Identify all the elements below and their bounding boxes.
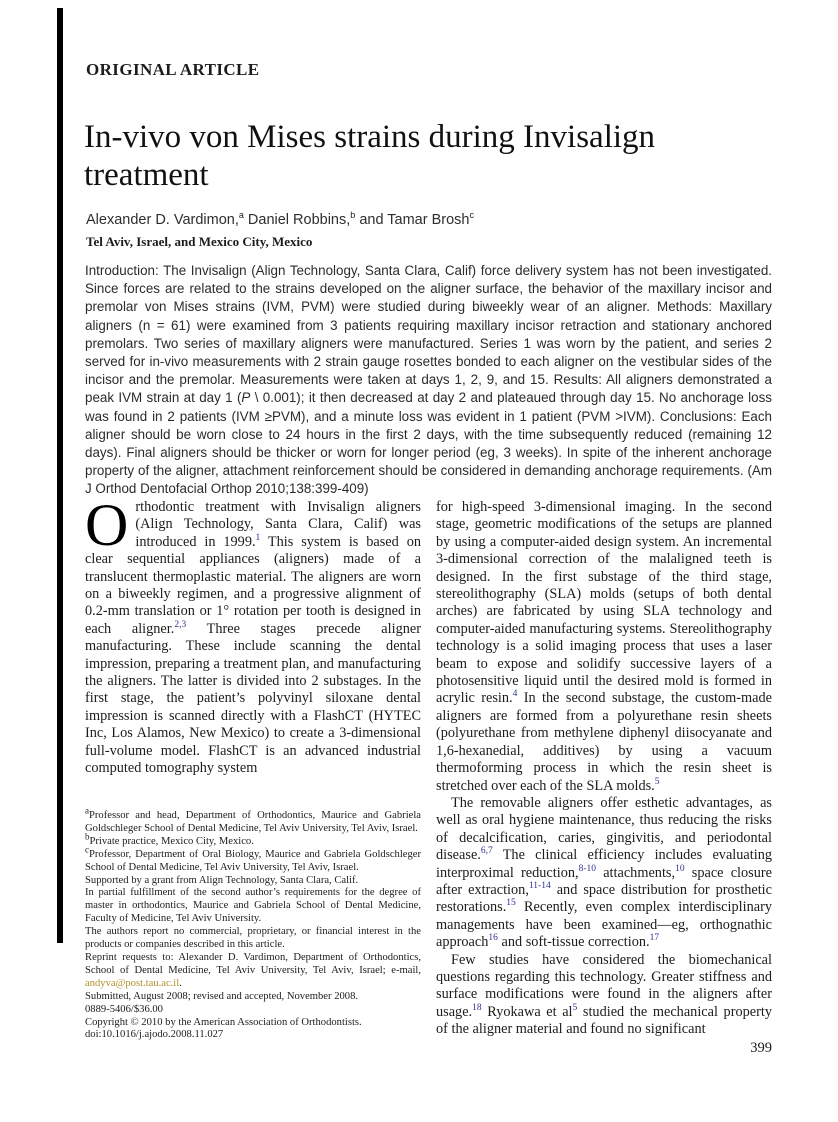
reference-superscript: 17	[649, 933, 660, 944]
email-link[interactable]: andyva@post.tau.ac.il	[85, 977, 180, 989]
affiliation-line: Tel Aviv, Israel, and Mexico City, Mexico	[86, 234, 313, 249]
body-paragraph: Few studies have considered the biomechanical questions regarding this technology. Greater stiffness and surface modifications were found in the aligners after usage.$^{18}$ Ryokawa et al$^5$ studied the mechanical property of the aligner material and found no significant	[436, 951, 772, 1038]
body-paragraph: The removable aligners offer esthetic advantages, as well as oral hygiene maintenance, thus reducing the risks of decalcification, caries, gingivitis, and periodontal disease.$^{6,7}$ The clinical efficiency includes evaluating interproximal reduction,$^{8-10}$ attachments,$^{10}$ space closure after extraction,$^{11-14}$ and space distribution for prosthetic restorations.$^{15}$ Recently, even complex interdisciplinary managements have been examined—eg, orthognathic approach$^{16}$ and soft-tissue correction.$^{17}$	[436, 794, 772, 951]
reference-superscript: 16	[488, 933, 498, 944]
body-paragraph: for high-speed 3-dimensional imaging. In the second stage, geometric modifications of the setups are planned by using a computer-aided design system. An incremental 3-dimensional correction of the malaligned teeth is designed. In the first substage of the third stage, stereolithography (SLA) molds (setups of both dental arches) are fabricated by using SLA technology and computer-aided manufacturing systems. Stereolithography technology is a solid imaging process that uses a laser beam to expose and solidify successive layers of a photosensitive liquid until the desired mold is formed in acrylic resin.$^4$ In the second substage, the custom-made aligners are formed from a polyurethane resin sheets (polyurethane from methylene diphenyl diisocyanate and 1,6-hexanedial, additives) by using a vacuum thermoforming process in which the resin sheet is stretched over each of the SLA molds.$^5$	[436, 499, 772, 794]
authors-line: Alexander D. Vardimon,$^a$ Daniel Robbins,$^b$ and Tamar Brosh$^c$	[86, 210, 474, 228]
drop-cap: O	[85, 492, 129, 558]
page-number: 399	[750, 1040, 772, 1056]
reference-superscript: 11-14	[528, 881, 551, 892]
footnote-marker: b	[350, 210, 356, 221]
footnote: Submitted, August 2008; revised and accepted, November 2008.	[85, 990, 359, 1002]
footnote: The authors report no commercial, proprietary, or financial interest in the products or companies described in this article.	[85, 926, 421, 951]
footnote: doi:10.1016/j.ajodo.2008.11.027	[85, 1029, 224, 1041]
footnote: $^a$Professor and head, Department of Orthodontics, Maurice and Gabriela Goldschleger School of Dental Medicine, Tel Aviv University, Tel Aviv, Israel.	[85, 805, 421, 834]
reference-superscript: 5	[654, 776, 660, 787]
footnote-marker: c	[469, 210, 474, 221]
footnote-marker: b	[85, 831, 90, 842]
abstract-paragraph: Introduction: The Invisalign (Align Technology, Santa Clara, Calif) force delivery system has not been investigated. Since forces are related to the strains developed on the aligner surface, the behavior of the maxillary incisor and premolar von Mises strains (IVM, PVM) were studied during biweekly wear of an aligner. Methods: Maxillary aligners (n = 61) were examined from 3 patients requiring maxillary incisor retraction and stationary anchored premolars. Two series of maxillary aligners were manufactured. Series 1 was worn by the patient, and series 2 served for in-vivo measurements with 2 strain gauge rosettes bonded to each aligner on the vestibular sides of the incisor and the premolar. Measurements were taken at days 1, 2, 9, and 15. Results: All aligners demonstrated a peak IVM strain at day 1 (P \ 0.001); it then decreased at day 2 and plateaued through day 15. No anchorage loss was found in 2 patients (IVM ≥PVM), and a minute loss was evident in 1 patient (PVM >IVM). Conclusions: Each aligner should be worn close to 24 hours in the first 2 days, with the time subsequently reduced (remaining 12 days). Final aligners should be thicker or worn for longer period (eg, 3 weeks). In spite of the inherent anchorage property of the aligner, attachment reinforcement should be considered in demanding anchorage requirements. (Am J Orthod Dentofacial Orthop 2010;138:399-409)	[85, 263, 772, 497]
footnote-marker: a	[85, 805, 89, 816]
footnote: Copyright © 2010 by the American Association of Orthodontists.	[85, 1016, 362, 1028]
reference-superscript: 8-10	[578, 863, 596, 874]
footnote-marker: a	[238, 210, 244, 221]
body-paragraph: Orthodontic treatment with Invisalign aligners (Align Technology, Santa Clara, Calif) was introduced in 1999.$^1$ This system is based on clear sequential appliances (aligners) made of a translucent thermoplastic material. The aligners are worn on a biweekly regimen, and a progressive alignment of 0.2-mm translation or 1° rotation per tooth is designed in each aligner.$^{2,3}$ Three stages precede aligner manufacturing. These include scanning the dental impression, preparing a treatment plan, and manufacturing the aligners. The latter is divided into 2 substages. In the first stage, the patient’s polyvinyl siloxane dental impression is scanned directly with a FlashCT (HYTEC Inc, Los Alamos, New Mexico) to create a 3-dimensional full-volume model. FlashCT is an advanced industrial computed tomography system	[85, 492, 421, 777]
footnote: $^c$Professor, Department of Oral Biology, Maurice and Gabriela Goldschleger School of Dental Medicine, Tel Aviv University, Tel Aviv, Israel.	[85, 844, 421, 873]
footnote: $^b$Private practice, Mexico City, Mexico.	[85, 831, 254, 847]
article-type-label: ORIGINAL ARTICLE	[86, 60, 260, 79]
reference-superscript: 18	[472, 1003, 482, 1014]
reference-superscript: 6,7	[480, 846, 493, 857]
footnote: 0889-5406/$36.00	[85, 1003, 163, 1015]
reference-superscript: 15	[506, 898, 516, 909]
reference-superscript: 4	[512, 689, 518, 700]
footnote: In partial fulfillment of the second author’s requirements for the degree of master in orthodontics, Maurice and Gabriela School of Dental Medicine, Faculty of Medicine, Tel Aviv University.	[85, 887, 421, 925]
left-margin-bar	[57, 8, 63, 943]
reference-superscript: 5	[572, 1003, 578, 1014]
reference-superscript: 10	[675, 863, 685, 874]
footnote-marker: c	[85, 844, 89, 855]
reference-superscript: 2,3	[174, 620, 187, 631]
reference-superscript: 1	[255, 533, 261, 544]
body-column-right	[436, 499, 772, 1039]
body-column-left	[85, 492, 421, 778]
page-title: In-vivo von Mises strains during Invisalign treatment	[84, 119, 656, 194]
footnote: Reprint requests to: Alexander D. Vardimon, Department of Orthodontics, School of Dental Medicine, Tel Aviv University, Tel Aviv, Israel; e-mail, andyva@post.tau.ac.il.	[85, 951, 421, 989]
footnotes-block	[85, 805, 421, 1042]
footnote: Supported by a grant from Align Technology, Santa Clara, Calif.	[85, 874, 359, 886]
